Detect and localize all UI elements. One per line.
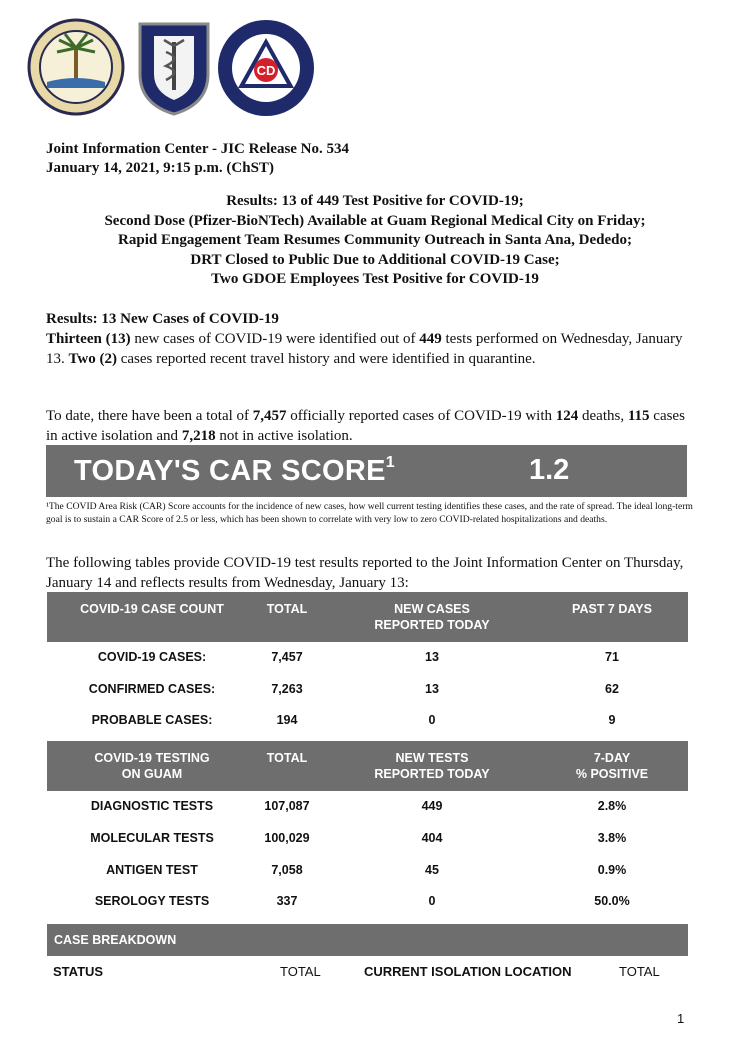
row-label: SEROLOGY TESTS [94, 894, 210, 908]
civil-defense-seal-logo [216, 18, 316, 118]
row-new: 13 [425, 650, 439, 664]
row-total: 107,087 [264, 799, 310, 813]
p2-b: 7,457 [252, 408, 287, 424]
case-header-new: NEW CASES REPORTED TODAY [374, 602, 490, 632]
row-label: MOLECULAR TESTS [90, 831, 214, 845]
results-paragraph [46, 330, 686, 369]
table-row [47, 650, 688, 670]
p2-a: To date, there have been a total of [46, 408, 253, 424]
row-total: 194 [276, 713, 298, 727]
testing-header-positive: 7-DAY % POSITIVE [575, 751, 649, 781]
headline-4: DRT Closed to Public Due to Additional COVID-19 Case; [190, 251, 560, 268]
status-column: STATUS [53, 964, 104, 979]
public-health-seal-logo [136, 18, 212, 116]
car-score-value: 1.2 [529, 454, 570, 486]
headline-5: Two GDOE Employees Test Positive for COVID-19 [211, 271, 539, 287]
p1-f: cases reported recent travel history and were identified in quarantine. [116, 350, 536, 367]
row-positive: 2.8% [597, 799, 627, 813]
headline-3: Rapid Engagement Team Resumes Community Outreach in Santa Ana, Dededo; [118, 232, 632, 248]
release-number: Joint Information Center - JIC Release No. 534 [46, 141, 350, 157]
row-label: CONFIRMED CASES: [88, 682, 216, 696]
row-new: 45 [425, 863, 439, 877]
car-footnote: ¹The COVID Area Risk (CAR) Score accounts for the incidence of new cases, how well current testing identifies these cases, and the rate of spread. The ideal long-term goal is to sustain a CAR Score of 2.5 or less, which has been shown to correlate with very low to zero COVID-related hospitalizations and deaths. [46, 501, 693, 525]
testing-header-total: TOTAL [266, 751, 308, 765]
page-number: 1 [677, 1011, 685, 1026]
case-header-label: COVID-19 CASE COUNT [80, 602, 224, 616]
p2-e: deaths, [578, 408, 628, 424]
tables-intro: The following tables provide COVID-19 test results reported to the Joint Information Center on Thursday, January 14 and reflects results from Wednesday, January 13: [46, 555, 684, 591]
p2-g: cases in active isolation and [46, 408, 685, 444]
testing-header-label: COVID-19 TESTING ON GUAM [94, 751, 210, 781]
table-row [47, 682, 688, 702]
p1-b: new cases of COVID-19 were identified out of [130, 331, 420, 347]
total-column-1: TOTAL [280, 964, 321, 979]
row-label: DIAGNOSTIC TESTS [90, 799, 214, 813]
p2-i: not in active isolation. [215, 427, 353, 444]
case-breakdown-header [47, 924, 688, 956]
results-title: Results: 13 New Cases of COVID-19 [46, 311, 279, 327]
row-label: COVID-19 CASES: [97, 650, 207, 664]
testing-header-new: NEW TESTS REPORTED TODAY [374, 751, 490, 781]
row-past7: 9 [608, 713, 616, 727]
case-header-past7: PAST 7 DAYS [572, 602, 652, 616]
case-header-total: TOTAL [266, 602, 308, 616]
table-row [47, 799, 688, 819]
headlines [0, 192, 750, 290]
p2-d: 124 [555, 408, 579, 424]
row-new: 0 [428, 894, 436, 908]
row-past7: 71 [605, 650, 619, 664]
row-label: ANTIGEN TEST [106, 863, 198, 877]
table-row [47, 863, 688, 883]
row-positive: 50.0% [594, 894, 630, 908]
isolation-location-column: CURRENT ISOLATION LOCATION [364, 964, 572, 979]
governors-seal-logo [27, 18, 125, 116]
total-column-2: TOTAL [619, 964, 660, 979]
table-row [47, 831, 688, 851]
case-breakdown-title: CASE BREAKDOWN [54, 933, 177, 947]
row-new: 13 [425, 682, 439, 696]
headline-2: Second Dose (Pfizer-BioNTech) Available at Guam Regional Medical City on Friday; [104, 212, 646, 229]
p2-h: 7,218 [181, 427, 216, 444]
release-date: January 14, 2021, 9:15 p.m. (ChST) [46, 160, 274, 176]
p1-e: Two (2) [68, 350, 117, 367]
row-new: 404 [421, 831, 443, 845]
testing-table-header [47, 741, 688, 791]
row-total: 7,457 [271, 650, 303, 664]
release-header [46, 140, 349, 178]
row-total: 337 [276, 894, 298, 908]
car-footnote-mark: 1 [385, 454, 395, 471]
p1-a: Thirteen (13) [46, 331, 131, 347]
car-score-banner [46, 445, 687, 497]
row-positive: 3.8% [597, 831, 627, 845]
table-row [47, 713, 688, 733]
totals-paragraph [46, 407, 686, 446]
row-past7: 62 [605, 682, 619, 696]
row-total: 100,029 [264, 831, 310, 845]
p1-c: 449 [419, 331, 442, 347]
row-positive: 0.9% [597, 863, 627, 877]
car-score-label: TODAY'S CAR SCORE$^1$ [74, 454, 395, 487]
row-label: PROBABLE CASES: [91, 713, 213, 727]
table-row [47, 894, 688, 914]
row-total: 7,263 [271, 682, 303, 696]
p2-c: officially reported cases of COVID-19 with [286, 408, 556, 424]
p1-d: tests performed on Wednesday, January 13. [46, 331, 683, 367]
row-new: 0 [428, 713, 436, 727]
row-new: 449 [421, 799, 443, 813]
row-total: 7,058 [271, 863, 303, 877]
p2-f: 115 [627, 408, 650, 424]
cd-emblem-text: CD [256, 63, 276, 78]
headline-1: Results: 13 of 449 Test Positive for COVID-19; [226, 193, 524, 209]
case-table-header [47, 592, 688, 642]
